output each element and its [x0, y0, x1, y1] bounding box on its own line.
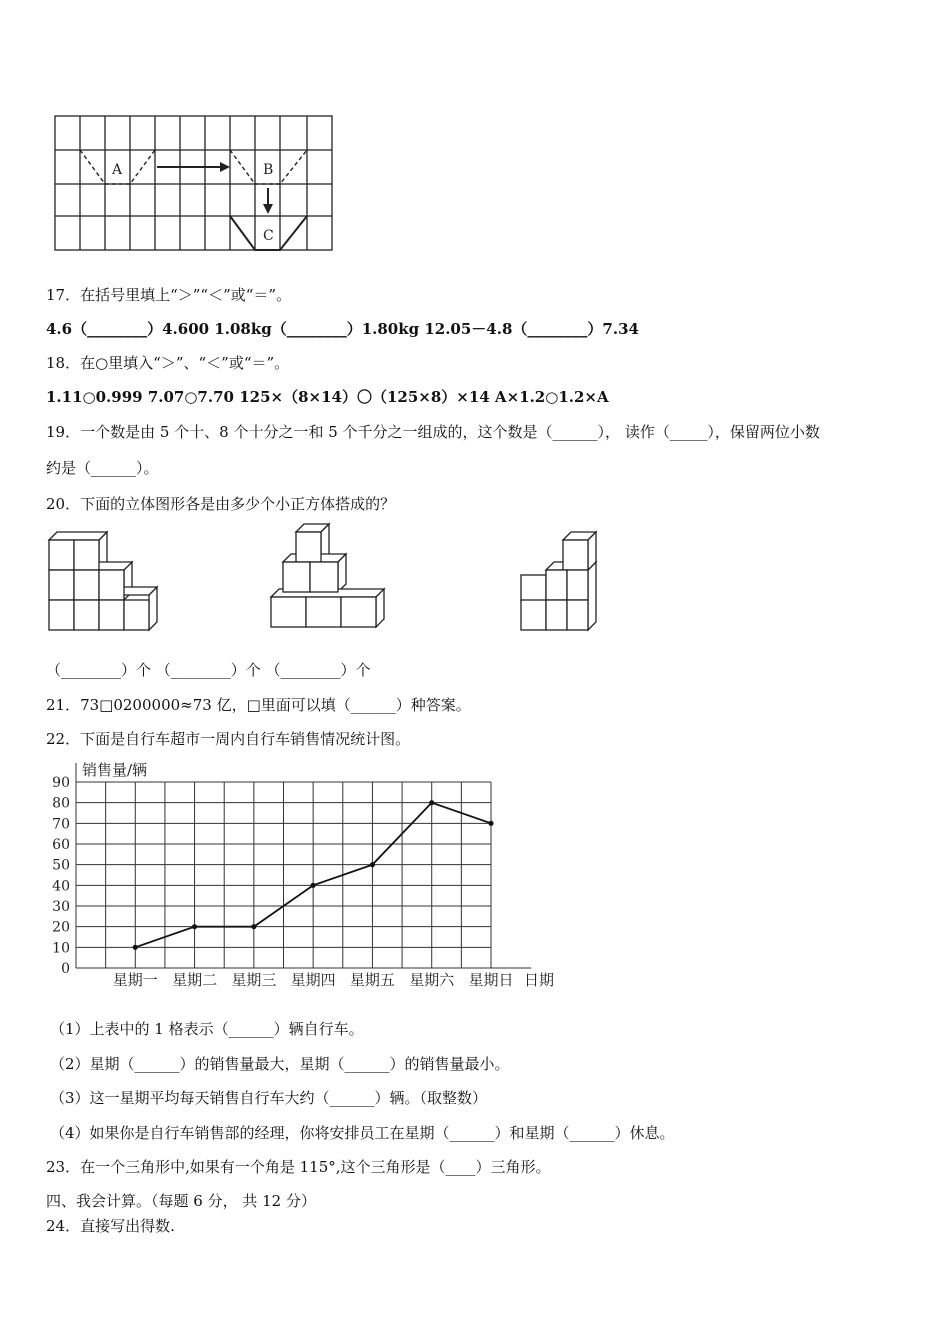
q17-items: 4.6（________）4.600 1.08kg（________）1.80kg 12.05－4.8（________）7.34: [46, 320, 639, 338]
y-tick-label: 0: [61, 961, 70, 977]
x-axis-label: 日期: [524, 971, 555, 989]
q19-line2: 约是（______）。: [46, 459, 159, 477]
q24-text: 24．直接写出得数.: [46, 1217, 175, 1235]
q20-answers: （________）个 （________）个 （________）个: [46, 661, 371, 679]
y-tick-label: 70: [52, 816, 70, 833]
y-tick-label: 40: [52, 878, 70, 895]
data-point: [370, 862, 375, 867]
y-axis-label: 销售量/辆: [82, 761, 148, 779]
y-tick-label: 30: [52, 899, 70, 915]
x-tick-label: 星期三: [231, 971, 277, 989]
cube-figure-3: [516, 530, 606, 635]
x-tick-label: 星期五: [349, 971, 395, 989]
data-point: [251, 924, 256, 929]
y-tick-label: 20: [52, 919, 70, 936]
y-tick-label: 80: [52, 795, 70, 812]
label-c: C: [263, 228, 274, 244]
q22-sub3: （3）这一星期平均每天销售自行车大约（______）辆。（取整数）: [50, 1089, 488, 1107]
q22-sub4: （4）如果你是自行车销售部的经理，你将安排员工在星期（______）和星期（______）休息。: [50, 1124, 675, 1142]
label-a: A: [112, 162, 123, 178]
y-tick-label: 50: [52, 857, 70, 874]
q18-title: 18．在○里填入“＞”、“＜”或“＝”。: [46, 354, 290, 372]
x-tick-label: 星期二: [172, 971, 218, 989]
x-tick-label: 星期日: [468, 971, 514, 989]
data-point: [488, 821, 493, 826]
data-point: [133, 945, 138, 950]
y-tick-label: 90: [52, 775, 70, 791]
sales-line-chart: [46, 755, 566, 995]
q17-title: 17．在括号里填上“＞”“＜”或“＝”。: [46, 286, 292, 304]
y-tick-label: 60: [52, 837, 70, 853]
q22-sub1: （1）上表中的 1 格表示（______）辆自行车。: [50, 1020, 364, 1038]
x-tick-label: 星期一: [112, 971, 158, 989]
q20-title: 20．下面的立体图形各是由多少个小正方体搭成的？: [46, 495, 396, 513]
section4-heading: 四、我会计算。（每题 6 分， 共 12 分）: [46, 1192, 316, 1210]
q22-sub2: （2）星期（______）的销售量最大，星期（______）的销售量最小。: [50, 1055, 510, 1073]
cube-figure-2: [266, 522, 391, 634]
x-tick-label: 星期六: [409, 971, 455, 989]
q21-text: 21．73□0200000≈73 亿，□里面可以填（______）种答案。: [46, 696, 471, 714]
x-tick-label: 星期四: [290, 971, 336, 989]
q22-title: 22．下面是自行车超市一周内自行车销售情况统计图。: [46, 730, 411, 748]
q19-line1: 19．一个数是由 5 个十、8 个十分之一和 5 个千分之一组成的，这个数是（______）， 读作（_____），保留两位小数: [46, 423, 820, 441]
data-point: [311, 883, 316, 888]
cube-figure-1: [44, 530, 159, 635]
label-b: B: [263, 162, 274, 178]
data-point: [192, 924, 197, 929]
translation-grid-figure: [50, 112, 340, 254]
q18-items: 1.11○0.999 7.07○7.70 125×（8×14）〇（125×8）×14 A×1.2○1.2×A: [46, 388, 609, 406]
q23-text: 23．在一个三角形中,如果有一个角是 115°,这个三角形是（____）三角形。: [46, 1158, 551, 1176]
data-point: [429, 800, 434, 805]
y-tick-label: 10: [52, 940, 70, 957]
